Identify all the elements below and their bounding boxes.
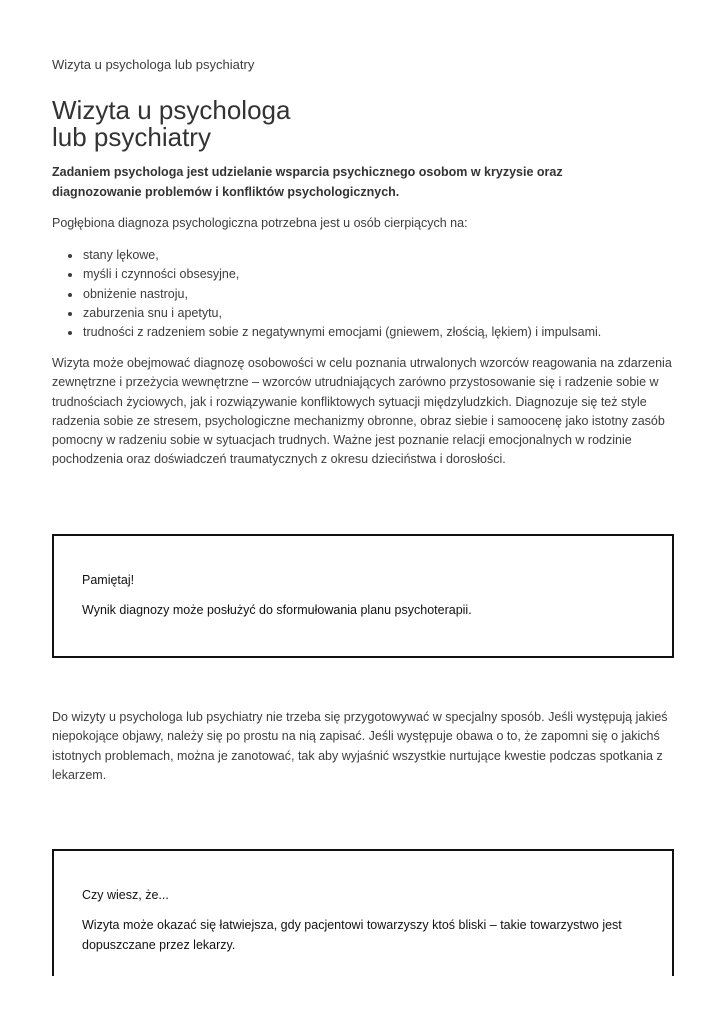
body-paragraph-diagnosis: Wizyta może obejmować diagnozę osobowości w celu poznania utrwalonych wzorców reagowania na zdarzenia zewnętrzne i przeżycia wewnętrzne – wzorców utrudniających zarówno przystosowanie się i radzenie sobie w trudnościach życiowych, jak i rozwiązywanie konfliktowych sytuacji międzyludzkich. Diagnozuje się też style radzenia sobie ze stresem, psychologiczne mechanizmy obronne, obraz siebie i samoocenę jako istotny zasób pomocny w radzeniu sobie w sytuacjach trudnych. Ważne jest poznanie relacji emocjonalnych w rodzinie pochodzenia oraz doświadczeń traumatycznych z okresu dzieciństwa i dorosłości.	[52, 356, 672, 467]
list-item: • obniżenie nastroju,	[82, 285, 601, 304]
callout-remember	[52, 534, 674, 658]
page-title-line-2: lub psychiatry	[52, 122, 211, 152]
callout-did-you-know	[52, 849, 674, 976]
callout-remember-text: Wynik diagnozy może posłużyć do sformułowania planu psychoterapii.	[82, 603, 472, 617]
symptom-list	[52, 246, 601, 342]
list-item: • myśli i czynności obsesyjne,	[82, 265, 601, 284]
list-item: • zaburzenia snu i apetytu,	[82, 304, 601, 323]
page-title-line-1: Wizyta u psychologa	[52, 95, 291, 125]
list-item: • trudności z radzeniem sobie z negatywnymi emocjami (gniewem, złością, lękiem) i impulsami.	[82, 323, 601, 342]
callout-remember-label: Pamiętaj!	[82, 573, 135, 587]
callout-did-you-know-text: Wizyta może okazać się łatwiejsza, gdy pacjentowi towarzyszy ktoś bliski – takie towarzystwo jest dopuszczane przez lekarzy.	[82, 918, 622, 952]
running-header: Wizyta u psychologa lub psychiatry	[52, 57, 255, 72]
callout-did-you-know-label: Czy wiesz, że...	[82, 888, 169, 902]
intro-paragraph: Pogłębiona diagnoza psychologiczna potrzebna jest u osób cierpiących na:	[52, 216, 468, 230]
list-item: • stany lękowe,	[82, 246, 601, 265]
body-paragraph-preparation: Do wizyty u psychologa lub psychiatry nie trzeba się przygotowywać w specjalny sposób. Jeśli występują jakieś niepokojące objawy, należy się po prostu na nią zapisać. Jeśli występuje obawa o to, że zapomni się o jakichś istotnych problemach, można je zanotować, tak aby wyjaśnić wszystkie nurtujące kwestie podczas spotkania z lekarzem.	[52, 710, 668, 782]
page-title	[52, 97, 352, 151]
lead-paragraph: Zadaniem psychologa jest udzielanie wsparcia psychicznego osobom w kryzysie oraz diagnozowanie problemów i konfliktów psychologicznych.	[52, 165, 563, 199]
